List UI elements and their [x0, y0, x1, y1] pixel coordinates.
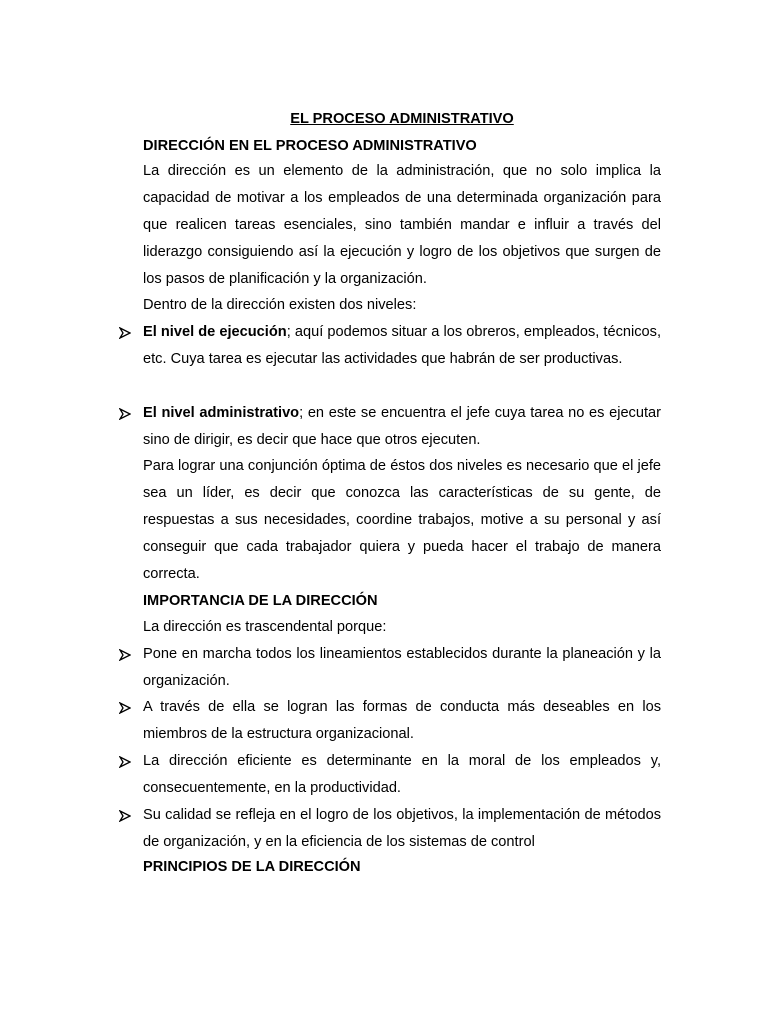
arrowhead-bullet-icon	[119, 400, 135, 427]
section-heading-importancia: IMPORTANCIA DE LA DIRECCIÓN	[143, 593, 378, 609]
paragraph-levels-intro: Dentro de la dirección existen dos niveles:	[143, 297, 417, 313]
term-administrative-level: El nivel administrativo	[143, 405, 300, 421]
list-item-level-administrative	[143, 400, 661, 454]
paragraph-intro: La dirección es un elemento de la administración, que no solo implica la capacidad de motivar a los empleados de una determinada organización para que realicen tareas esenciales, sino también mandar e influir a través del liderazgo consiguiendo así la ejecución y logro de los objetivos que surgen de los pasos de planificación y la organización.	[143, 163, 661, 287]
section-heading-principios: PRINCIPIOS DE LA DIRECCIÓN	[143, 859, 361, 875]
level-description: ; aquí podemos situar a los obreros, empleados, técnicos, etc. Cuya tarea es ejecutar las actividades que habrán de ser productivas.	[143, 324, 661, 367]
list-item-importance: Pone en marcha todos los lineamientos establecidos durante la planeación y la organización.	[143, 641, 661, 695]
paragraph-conclusion: Para lograr una conjunción óptima de éstos dos niveles es necesario que el jefe sea un líder, es decir que conozca las características de su gente, de respuestas a sus necesidades, coordine trabajos, motive a su personal y así conseguir que cada trabajador quiera y pueda hacer el trabajo de manera correcta.	[143, 458, 661, 582]
list-item-level-execution	[143, 319, 661, 373]
arrowhead-bullet-icon	[119, 802, 135, 829]
arrowhead-bullet-icon	[119, 641, 135, 668]
list-item-importance: Su calidad se refleja en el logro de los objetivos, la implementación de métodos de organización, y en la eficiencia de los sistemas de control	[143, 802, 661, 856]
arrowhead-bullet-icon	[119, 748, 135, 775]
document-title: EL PROCESO ADMINISTRATIVO	[290, 111, 514, 127]
term-execution-level: El nivel de ejecución	[143, 324, 287, 340]
section-heading-direccion: DIRECCIÓN EN EL PROCESO ADMINISTRATIVO	[143, 138, 477, 154]
arrowhead-bullet-icon	[119, 319, 135, 346]
paragraph-importance-intro: La dirección es trascendental porque:	[143, 619, 387, 635]
arrowhead-bullet-icon	[119, 694, 135, 721]
list-item-importance: A través de ella se logran las formas de conducta más deseables en los miembros de la estructura organizacional.	[143, 694, 661, 748]
list-item-importance: La dirección eficiente es determinante en la moral de los empleados y, consecuentemente, en la productividad.	[143, 748, 661, 802]
level-description: ; en este se encuentra el jefe cuya tarea no es ejecutar sino de dirigir, es decir que hace que otros ejecuten.	[143, 405, 662, 448]
